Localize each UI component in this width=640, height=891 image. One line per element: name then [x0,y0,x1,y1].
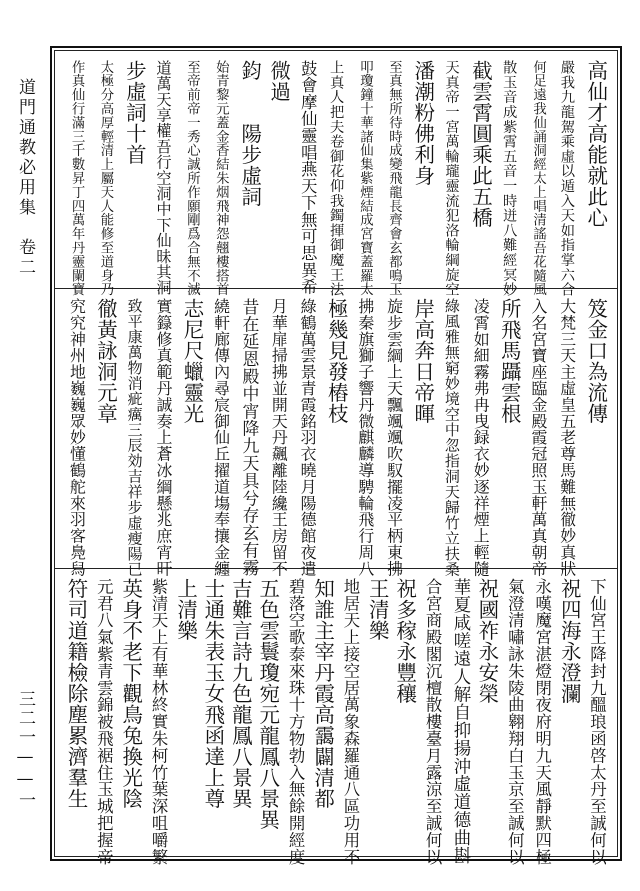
text-column: 士通朱表玉女飛函達上尊 [200,578,225,809]
text-column: 月華扉掃拂並開天丹飆離陸纔王房留不 [269,298,289,577]
text-column: 徹黃詠洞元章 [93,298,118,424]
text-column: 知誰主宰丹霞高靄闢清都 [310,578,335,809]
text-column: 岸高奔日帝暉 [410,298,435,424]
text-column: 上清樂 [173,578,198,641]
text-column: 華夏咸嗟遠人解自抑揚沖虛道德曲斟 [450,578,470,865]
text-column: 志尼尺蠟靈光 [180,298,204,424]
text-column: 永嘆魔宮湛燈閉夜府明九天風靜默四極 [532,578,552,866]
text-column: 上真人把夫卷御花仰我鐲揮御魔王法 [328,60,345,297]
text-column: 祝多稼永豐穰 [392,578,417,704]
text-column: 吉難言詩九色龍鳳八景異 [228,578,253,809]
text-column: 截雲霄圓乘此五橋 [468,60,493,228]
text-column: 道萬天享權吾行空洞中下仙昧其洞 [154,60,173,296]
text-column: 叩瓊鐘十華諸仙集紫煙結成宮寶蓋羅太 [357,60,373,297]
text-column: 笈金口為流傳 [583,298,608,424]
text-column: 太極分高厚輕清上屬天人能修至道身乃 [98,60,113,297]
text-column: 作真仙行滿三千數昇丁四萬年丹靈闌寶 [69,60,85,297]
text-column: 至帝前帝一秀心誠所作願剛爲合無不滅 [184,60,200,297]
text-column: 紫清天上有華林終實朱柯竹葉深咀嚼繁 [149,578,169,866]
text-column: 所飛馬躡雲根 [497,298,522,424]
text-column: 綠風雅無窮妙境空中忽指洞天歸竹立扶桑 [442,298,461,577]
text-column: 鼓會摩仙靈唱燕天下無可思異希 [298,60,318,296]
text-column: 昔在延恩殿中宵降九天具兮存玄有霧 [239,298,260,577]
text-column: 繞軒廊傳內尋宸御仙丘擢道塲奉攘金纏 [211,298,231,577]
text-column: 拂秦旗獅子響丹微麒麟導騁輪飛行周八 [355,298,375,577]
text-column: 大梵三天主虛皇五老尊馬難無徹妙真狀 [557,298,577,577]
text-column: 凌霄如細霧弗冉曳録衣妙逐祥煙上輕隨 [471,298,491,577]
text-column: 碧落空歌泰來珠十方物勃入無餘開經度 [286,578,306,866]
text-column: 致平康萬物消疵癘三辰効吉祥步虛瘦陽已 [125,298,144,577]
text-column: 符司道籍檢除塵累濟羣生 [64,578,88,809]
text-column: 高仙才高能就此心 [583,60,608,228]
text-column: 地居天上接空居萬象森羅通八區功用不 [340,578,360,866]
book-title: 道門通教必用集 卷二 [15,78,35,278]
text-column: 合宮商殿閣沉檀散樓臺月露涼至誠何以 [423,578,443,866]
text-column: 元君八氣紫青雲錦被飛裾住玉城把握帝 [94,578,114,866]
text-column: 潘潮粉佛利身 [410,60,435,186]
text-column: 下仙宮王降封九醞琅函啓太丹至誠何以 [587,578,607,866]
text-column: 入名宮寶座臨金殿霞冠照玉軒萬真朝帝 [528,298,548,577]
text-column: 祝四海永澄瀾 [557,578,582,704]
text-column: 天真帝一宮萬輪瓏靈流犯洛輪綱旋空 [443,60,460,297]
text-column: 五色雲鬟瓊宛元龍鳳八景異 [255,578,280,830]
text-column: 鈞 陽步虛詞 [237,60,262,207]
text-column: 散玉音成紫霄五音一時迸八難經冥妙 [501,60,518,297]
text-column: 氣澄清嘯詠朱陵曲翱翔白玉京至誠何以 [505,578,525,866]
page-number: 三二一——一 [15,690,35,810]
text-column: 極幾見發樁枝 [324,298,349,424]
text-column: 實籙修真範丹誠奏上蒼冰綱懸兆庶宵旰 [153,298,173,577]
text-column: 英身不老下觀鳥兔換光陰 [118,578,143,809]
text-column: 始青黎元蓋金香結朱烟飛神怨翹樓搭首 [213,60,229,297]
text-column: 祝國祚永安榮 [474,578,499,704]
text-column: 至真無所待時成變飛龍長齊會玄都鳴玉 [386,60,402,297]
text-column: 旋步雲綱上天飄颯颯吹馭擺凌平柄東拂 [384,298,404,577]
text-column: 何足遠我仙誦洞經太上唱清謠吾花隨風 [530,60,546,297]
text-column: 嚴我九龍駕乘虛以遁入天如指掌六合 [558,60,575,297]
text-column: 王清樂 [365,578,390,641]
text-column: 步虛詞十首 [122,60,147,165]
text-column: 微過 [266,60,291,102]
text-column: 綠鶴萬雲景青霞銘羽衣曉月陽德館夜遣 [298,298,318,577]
text-column: 究究神州地巍巍眾妙懂鶴舵來羽客鳧舄 [67,298,87,577]
